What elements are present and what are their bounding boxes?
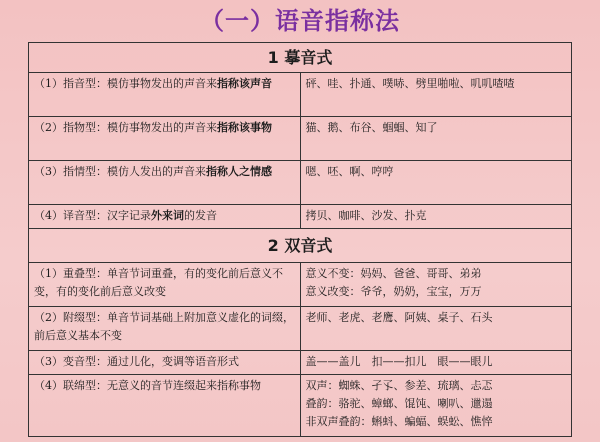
row-label xyxy=(29,307,301,351)
label-text: （2）指物型：模仿事物发出的声音来 xyxy=(34,121,217,134)
table-row xyxy=(29,73,572,117)
table-row xyxy=(29,205,572,229)
row-label xyxy=(29,351,301,375)
row-examples xyxy=(300,263,572,307)
example-line: 猫、鹅、布谷、蝈蝈、知了 xyxy=(305,121,438,134)
label-bold-text: 指称人之情感 xyxy=(206,165,272,178)
row-label xyxy=(29,161,301,205)
row-label xyxy=(29,375,301,437)
row-examples xyxy=(300,307,572,351)
example-line: 意义不变：妈妈、爸爸、哥哥、弟弟 xyxy=(305,267,482,280)
table-row xyxy=(29,263,572,307)
example-line: 拷贝、咖啡、沙发、扑克 xyxy=(305,209,427,222)
example-line: 盖——盖儿 扣——扣儿 眼——眼儿 xyxy=(305,355,493,368)
row-examples xyxy=(300,73,572,117)
example-line: 老师、老虎、老鹰、阿姨、桌子、石头 xyxy=(305,311,493,324)
example-line: 非双声叠韵：蝌蚪、蝙蝠、蜈蚣、憔悴 xyxy=(305,415,493,428)
label-text: （4）联绵型：无意义的音节连缀起来指称事物 xyxy=(34,379,261,392)
row-label xyxy=(29,205,301,229)
section-heading: 2 双音式 xyxy=(29,229,572,263)
table-row xyxy=(29,161,572,205)
section-heading-row xyxy=(29,43,572,73)
label-bold-text: 指称该事物 xyxy=(217,121,272,134)
row-examples xyxy=(300,161,572,205)
table-row xyxy=(29,375,572,437)
row-examples xyxy=(300,117,572,161)
label-text: （2）附缀型：单音节词基础上附加意义虚化的词缀，前后意义基本不变 xyxy=(34,311,294,342)
row-examples xyxy=(300,351,572,375)
label-text-tail: 的发音 xyxy=(184,209,217,222)
phonetic-reference-table xyxy=(28,42,572,437)
label-text: （1）重叠型：单音节词重叠，有的变化前后意义不变，有的变化前后意义改变 xyxy=(34,267,283,298)
row-label xyxy=(29,117,301,161)
row-examples xyxy=(300,375,572,437)
label-bold-text: 指称该声音 xyxy=(217,77,272,90)
example-line: 砰、哇、扑通、噗哧、劈里啪啦、叽叽喳喳 xyxy=(305,77,515,90)
label-text: （1）指音型：模仿事物发出的声音来 xyxy=(34,77,217,90)
example-line: 双声：蜘蛛、孑孓、参差、琉璃、忐忑 xyxy=(305,379,493,392)
page-title: （一）语音指称法 xyxy=(200,7,400,35)
label-bold-text: 外来词 xyxy=(151,209,184,222)
row-label xyxy=(29,73,301,117)
table-row xyxy=(29,307,572,351)
table-row xyxy=(29,117,572,161)
example-line: 意义改变：爷爷，奶奶，宝宝，万万 xyxy=(305,285,482,298)
example-line: 叠韵：骆驼、蟑螂、馄饨、喇叭、邋遢 xyxy=(305,397,493,410)
section-heading: 1 摹音式 xyxy=(29,43,572,73)
section-heading-row xyxy=(29,229,572,263)
row-examples xyxy=(300,205,572,229)
table-row xyxy=(29,351,572,375)
label-text: （3）指情型：模仿人发出的声音来 xyxy=(34,165,206,178)
example-line: 嗯、呸、啊、哼哼 xyxy=(305,165,394,178)
row-label xyxy=(29,263,301,307)
label-text: （4）译音型：汉字记录 xyxy=(34,209,151,222)
label-text: （3）变音型：通过儿化，变调等语音形式 xyxy=(34,355,239,368)
